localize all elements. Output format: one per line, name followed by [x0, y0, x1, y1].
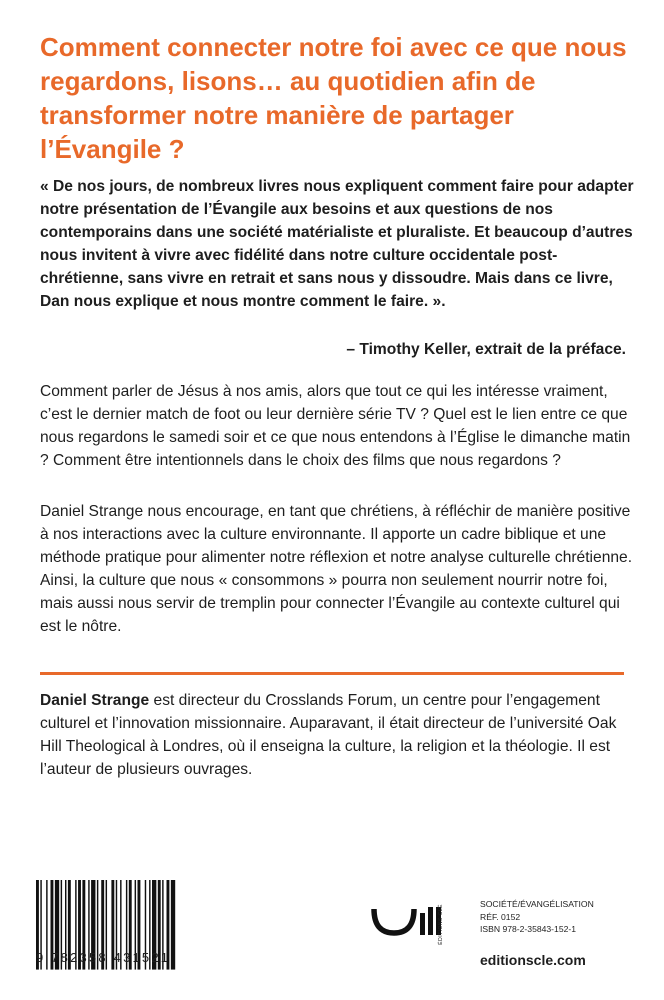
book-metadata: [480, 898, 650, 936]
author-name: Daniel Strange: [40, 692, 150, 709]
publisher-website: editionscle.com: [480, 952, 586, 968]
author-bio-text: est directeur du Crosslands Forum, un centre pour l’engagement culturel et l’innovation missionnaire. Auparavant, il était directeur de l’université Oak Hill Theological à Londres, où il enseigna la culture, la religion et la théologie. Il est l’auteur de plusieurs ouvrages.: [40, 692, 617, 778]
category-label: SOCIÉTÉ/ÉVANGÉLISATION: [480, 899, 594, 909]
description-paragraph: Daniel Strange nous encourage, en tant que chrétiens, à réfléchir de manière positive à nos interactions avec la culture environnante. Il apporte un cadre biblique et une méthode pratique pour alimenter notre réflexion et notre analyse culturelle chrétienne. Ainsi, la culture que nous « consommons » pourra non seulement nourrir notre foi, mais aussi nous servir de tremplin pour connecter l’Évangile au contexte culturel qui est le nôtre.: [40, 503, 633, 635]
isbn-label: ISBN 978-2-35843-152-1: [480, 924, 577, 934]
quote-attribution: – Timothy Keller, extrait de la préface.: [346, 341, 626, 358]
publisher-logo-icon: [370, 903, 465, 963]
publisher-logo-text: ÉDITIONS CLÉ: [438, 904, 444, 945]
barcode-digits: 9 782358 431521: [36, 950, 171, 965]
preface-quote: « De nos jours, de nombreux livres nous expliquent comment faire pour adapter notre présentation de l’Évangile aux besoins et aux questions de nos contemporains dans une société matérialiste et pluraliste. Et beaucoup d’autres nous invitent à vivre avec fidélité dans notre culture occidentale post-chrétienne, sans vivre en retrait et sans nous y dissoudre. Mais dans ce livre, Dan nous explique et nous montre comment le faire. ».: [40, 178, 634, 310]
headline: Comment connecter notre foi avec ce que nous regardons, lisons… au quotidien afin de transformer notre manière de partager l’Évangile ?: [40, 32, 627, 164]
intro-paragraph: Comment parler de Jésus à nos amis, alors que tout ce qui les intéresse vraiment, c’est le dernier match de foot ou leur dernière série TV ? Quel est le lien entre ce que nous regardons le samedi soir et ce que nous entendons à l’Église le dimanche matin ? Comment être intentionnels dans le choix des films que nous regardons ?: [40, 383, 631, 469]
reference-label: RÉF. 0152: [480, 911, 521, 922]
orange-divider: [40, 672, 624, 675]
author-bio: [40, 689, 640, 781]
